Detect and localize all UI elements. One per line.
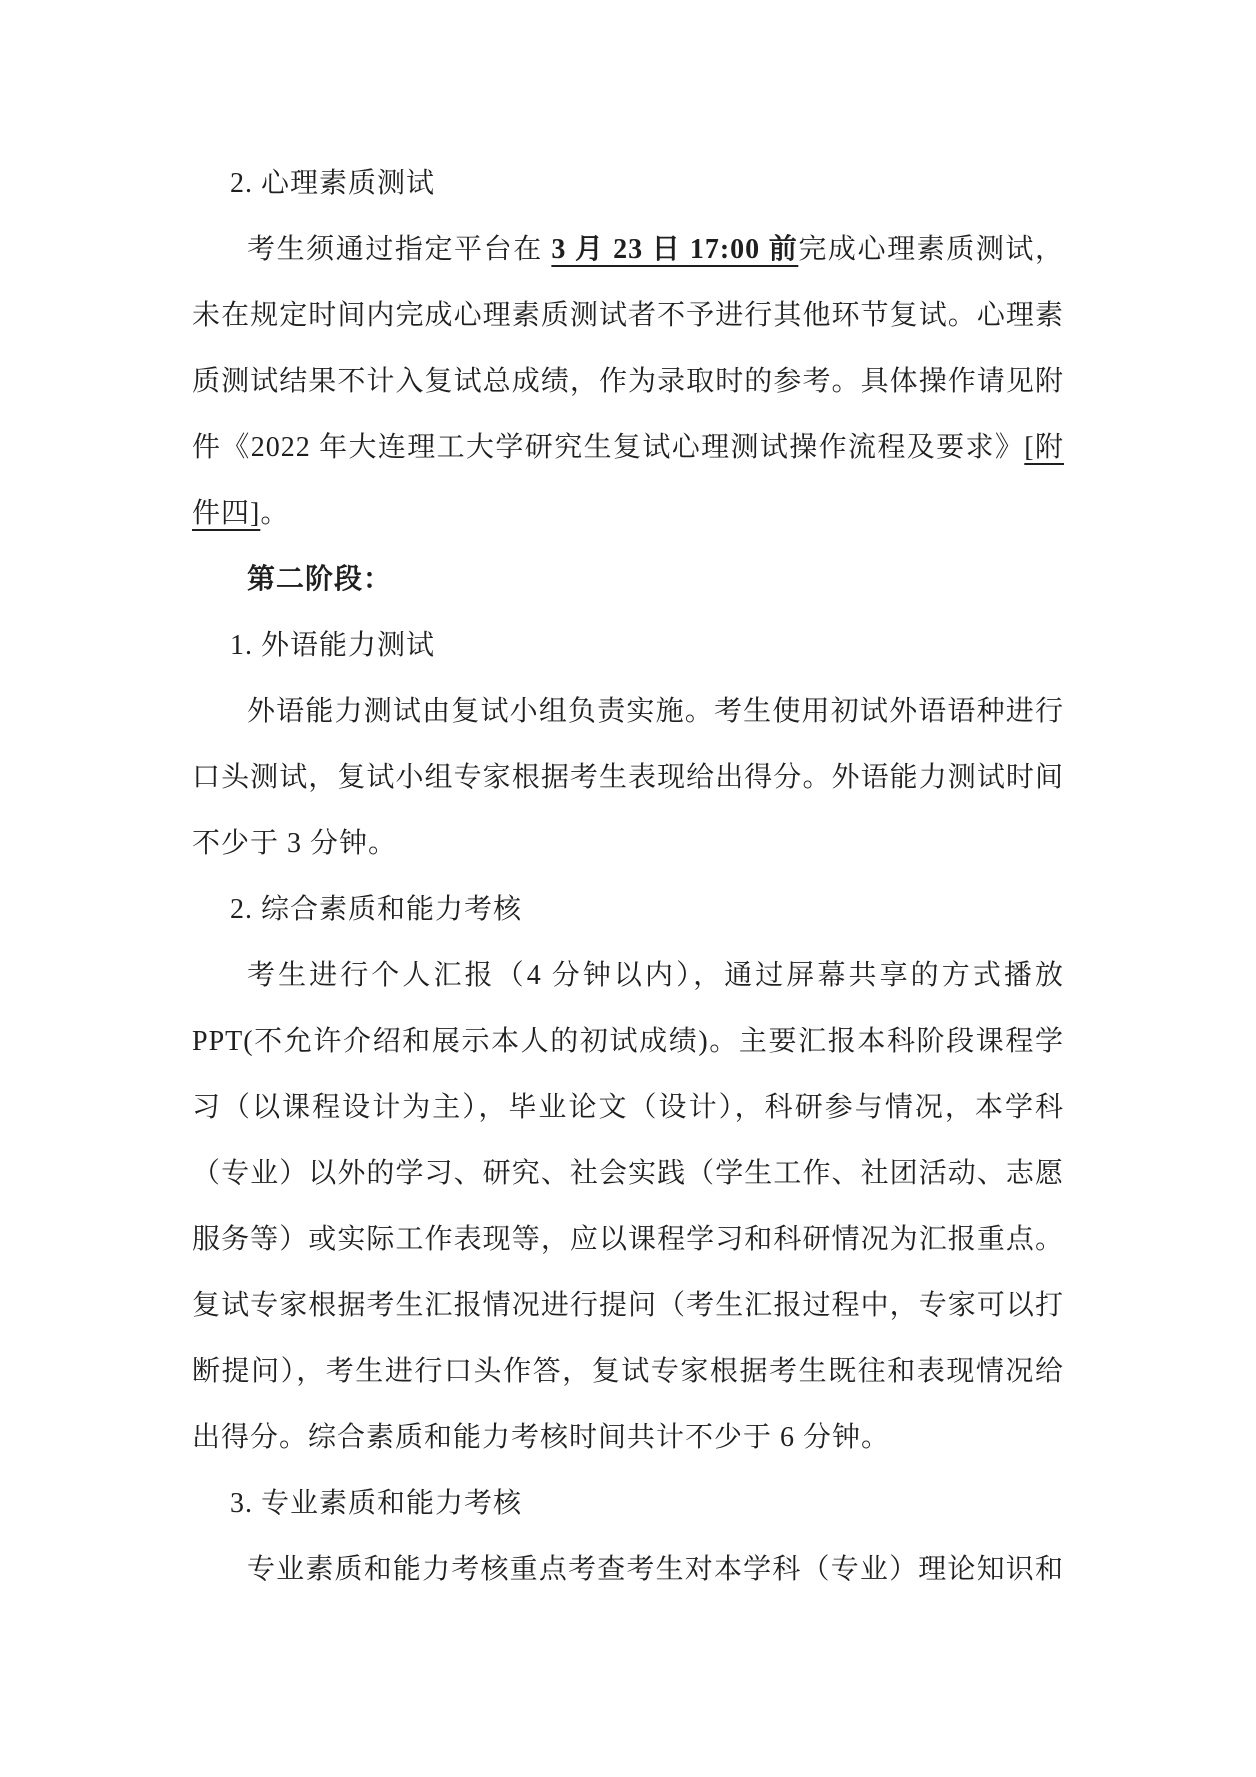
doc-line xyxy=(192,1405,1064,1471)
text-run: 考生须通过指定平台在 xyxy=(247,234,552,265)
text-run: 口头测试，复试小组专家根据考生表现给出得分。外语能力测试时间 xyxy=(192,762,1064,793)
doc-line xyxy=(192,679,1064,745)
text-run: 不少于 3 分钟。 xyxy=(192,828,398,859)
doc-line xyxy=(192,1009,1064,1075)
doc-line xyxy=(192,1207,1064,1273)
doc-line xyxy=(192,1141,1064,1207)
doc-line xyxy=(192,877,1064,943)
doc-line xyxy=(192,745,1064,811)
doc-line xyxy=(192,415,1064,481)
doc-line xyxy=(192,151,1064,217)
doc-line xyxy=(192,217,1064,283)
text-run: PPT(不允许介绍和展示本人的初试成绩)。主要汇报本科阶段课程学 xyxy=(192,1026,1064,1057)
text-run: 2. 心理素质测试 xyxy=(230,168,436,199)
text-run: 2. 综合素质和能力考核 xyxy=(230,894,523,925)
doc-line xyxy=(192,1075,1064,1141)
text-run: 件《2022 年大连理工大学研究生复试心理测试操作流程及要求》 xyxy=(192,432,1025,463)
doc-line xyxy=(192,349,1064,415)
doc-line xyxy=(192,1339,1064,1405)
text-run: 习（以课程设计为主），毕业论文（设计），科研参与情况，本学科 xyxy=(192,1092,1064,1123)
attachment-link[interactable]: 件四] xyxy=(192,498,261,529)
text-run: 1. 外语能力测试 xyxy=(230,630,436,661)
document-text-block xyxy=(192,151,1064,1603)
doc-line xyxy=(192,547,1064,613)
text-run: 完成心理素质测试， xyxy=(798,234,1064,265)
text-run: 未在规定时间内完成心理素质测试者不予进行其他环节复试。心理素 xyxy=(192,300,1064,331)
text-run: （专业）以外的学习、研究、社会实践（学生工作、社团活动、志愿 xyxy=(192,1158,1064,1189)
text-run: 。 xyxy=(260,498,290,529)
text-run: 质测试结果不计入复试总成绩，作为录取时的参考。具体操作请见附 xyxy=(192,366,1064,397)
deadline-date: 3 月 23 日 17:00 前 xyxy=(551,234,799,265)
text-run: 出得分。综合素质和能力考核时间共计不少于 6 分钟。 xyxy=(192,1422,891,1453)
text-run: 服务等）或实际工作表现等，应以课程学习和科研情况为汇报重点。 xyxy=(192,1224,1064,1255)
text-run: 考生进行个人汇报（4 分钟以内），通过屏幕共享的方式播放 xyxy=(247,960,1064,991)
stage-heading: 第二阶段： xyxy=(247,564,393,595)
text-run: 外语能力测试由复试小组负责实施。考生使用初试外语语种进行 xyxy=(247,696,1064,727)
doc-line xyxy=(192,1471,1064,1537)
text-run: 断提问），考生进行口头作答，复试专家根据考生既往和表现情况给 xyxy=(192,1356,1064,1387)
text-run: 3. 专业素质和能力考核 xyxy=(230,1488,523,1519)
doc-line xyxy=(192,283,1064,349)
doc-line xyxy=(192,811,1064,877)
attachment-link[interactable]: [附 xyxy=(1024,432,1064,463)
text-run: 专业素质和能力考核重点考查考生对本学科（专业）理论知识和 xyxy=(247,1554,1064,1585)
doc-line xyxy=(192,943,1064,1009)
doc-line xyxy=(192,1273,1064,1339)
doc-line xyxy=(192,481,1064,547)
doc-line xyxy=(192,613,1064,679)
doc-line xyxy=(192,1537,1064,1603)
text-run: 复试专家根据考生汇报情况进行提问（考生汇报过程中，专家可以打 xyxy=(192,1290,1064,1321)
